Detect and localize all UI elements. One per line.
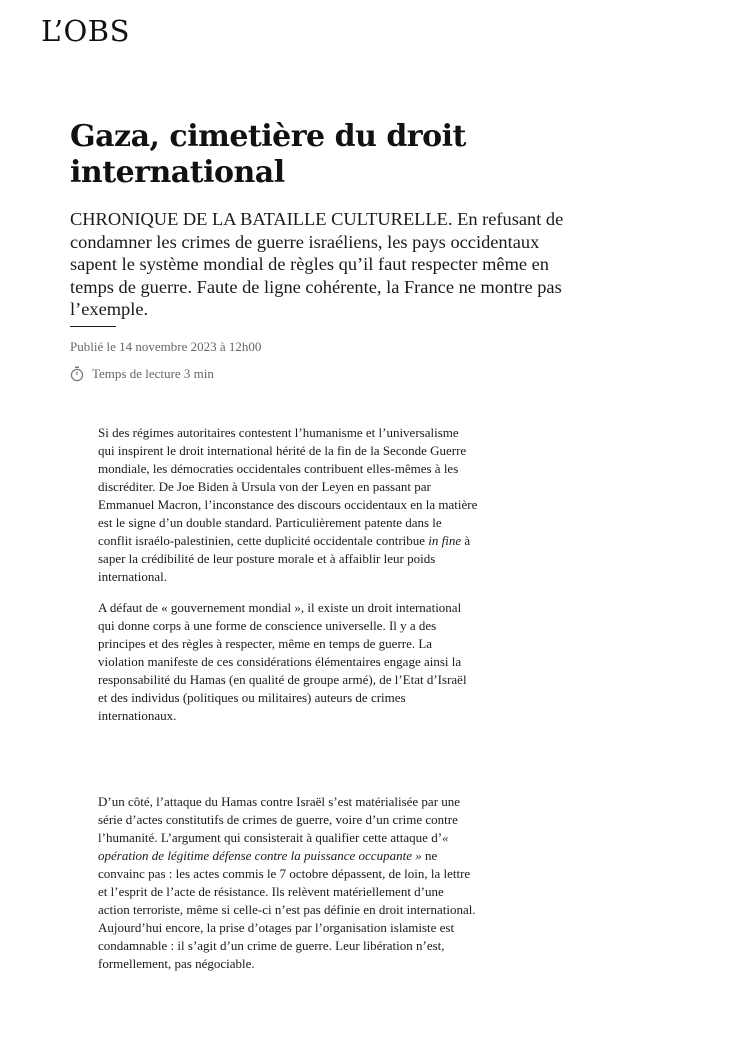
- article-paragraph: D’un côté, l’attaque du Hamas contre Israël s’est matérialisée par une série d’actes constitutifs de crimes de guerre, voire d’un crime contre l’humanité. L’argument qui consisterait à qualifier cette attaque d’« opération de légitime défense contre la puissance occupante » ne convainc pas : les actes commis le 7 octobre dépassent, de loin, la lettre et l’esprit de l’acte de résistance. Ils relèvent matériellement d’une action terroriste, même si celle-ci n’est pas définie en droit international. Aujourd’hui encore, la prise d’otages par l’organisation islamiste est condamnable : il s’agit d’un crime de guerre. Leur libération n’est, formellement, pas négociable.: [98, 794, 476, 971]
- article-paragraph: A défaut de « gouvernement mondial », il existe un droit international qui donne corps à une forme de conscience universelle. Il y a des principes et des règles à respecter, même en temps de guerre. La violation manifeste de ces considérations élémentaires engage ainsi la responsabilité du Hamas (en qualité de groupe armé), de l’Etat d’Israël et des individus (politiques ou militaires) auteurs de crimes internationaux.: [98, 600, 467, 723]
- article-lede: CHRONIQUE DE LA BATAILLE CULTURELLE. En refusant de condamner les crimes de guerre israéliens, les pays occidentaux sapent le système mondial de règles qu’il faut respecter même en temps de guerre. Faute de ligne cohérente, la France ne montre pas l’exemple.: [70, 209, 564, 319]
- article-body: [98, 424, 478, 973]
- reading-time: [70, 366, 570, 382]
- brand-logo[interactable]: L’OBS: [41, 14, 130, 48]
- lede-divider: [70, 326, 116, 327]
- article-paragraph: Si des régimes autoritaires contestent l’humanisme et l’universalisme qui inspirent le droit international hérité de la fin de la Seconde Guerre mondiale, les démocraties occidentales contribuent elles-mêmes à les discréditer. De Joe Biden à Ursula von der Leyen en passant par Emmanuel Macron, l’inconstance des discours occidentaux en la matière est le signe d’un double standard. Particulièrement patente dans le conflit israélo-palestinien, cette duplicité occidentale contribue in fine à saper la crédibilité de leur posture morale et à affaiblir leur poids international.: [98, 425, 478, 584]
- article-title: Gaza, cimetière du droit international: [70, 119, 466, 190]
- reading-time-label: Temps de lecture 3 min: [92, 365, 214, 381]
- italic-phrase: in fine: [428, 533, 462, 548]
- italic-phrase: « opération de légitime défense contre la puissance occupante »: [98, 830, 449, 863]
- article-header: [70, 119, 570, 382]
- timer-icon: [70, 366, 84, 382]
- publication-date: Publié le 14 novembre 2023 à 12h00: [70, 338, 262, 354]
